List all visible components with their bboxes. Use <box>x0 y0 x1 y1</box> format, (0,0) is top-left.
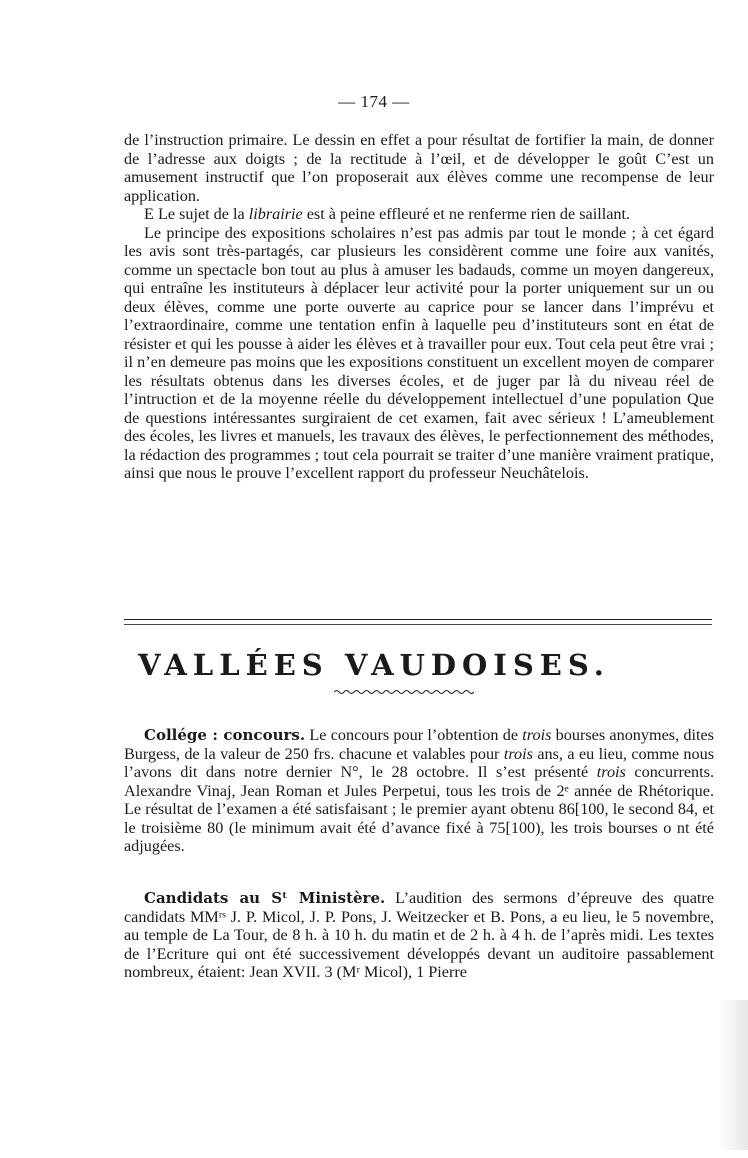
paragraph-expositions: Le principe des expositions scholaires n’est pas admis par tout le monde ; à cet égard les avis sont très-partagés, car plusieurs les considèrent comme une foire aux vanités, comme un spectacle bon tout au plus à amuser les badauds, comme un moyen dangereux, qui entraîne les instituteurs à déplacer leur activité pour la porter uniquement sur un ou deux élèves, comme une porte ouverte au caprice pour se lancer dans l’imprévu et l’extraordinaire, comme une tentation enfin à laquelle peu d’instituteurs sont en état de résister et qui les pousse à aider les élèves et à travailler pour eux. Tout cela peut être vrai ; il n’en demeure pas moins que les expositions constituent un excellent moyen de comparer les résultats obtenus dans les diverses écoles, et de juger par là du niveau réel de l’intruction et de la moyenne réelle du développement intellectuel d’une population Que de questions intéressantes surgiraient de cet examen, fait avec sérieux ! L’ameublement des écoles, les livres et manuels, les travaux des élèves, le perfectionnement des méthodes, la rédaction des programmes ; tout cela pourrait se traiter d’une manière vraiment pratique, ainsi que nous le prouve l’excellent rapport du professeur Neuchâtelois. <box>124 223 714 482</box>
candidats-heading: Candidats au Sᵗ Ministère. <box>144 889 386 907</box>
section-divider <box>124 619 712 625</box>
page-number: — 174 — <box>338 92 410 111</box>
paragraph-dessin: de l’instruction primaire. Le dessin en effet a pour résultat de fortifier la main, de donner de l’adresse aux doigts ; de la rectitude à l’œil, et de développer le goût C’est un amusement instructif que l’on proposerait aux élèves comme une recompense de leur application. <box>124 131 714 205</box>
section-title: VALLÉES VAUDOISES. <box>138 648 610 682</box>
college-section <box>124 726 714 856</box>
paragraph-librairie: E Le sujet de la librairie est à peine effleuré et ne renferme rien de saillant. <box>144 205 631 223</box>
paragraph-letter: E <box>144 205 154 223</box>
paragraph-candidats: Candidats au Sᵗ Ministère. L’audition des sermons d’épreuve des quatre candidats MMʳˢ J. P. Micol, J. P. Pons, J. Weitzecker et B. Pons, a eu lieu, le 5 novembre, au temple de La Tour, de 8 h. à 10 h. du matin et de 2 h. à 4 h. de l’après midi. Les textes de l’Ecriture qui ont été successivement développés devant un auditoire passablement nombreux, étaient: Jean XVII. 3 (Mʳ Micol), 1 Pierre <box>124 889 715 981</box>
top-text-block <box>124 131 714 483</box>
candidats-section <box>124 889 714 982</box>
scan-edge-shadow <box>718 1000 748 1150</box>
italic-librairie: librairie <box>248 205 303 223</box>
college-heading: Collége : concours. <box>144 726 306 744</box>
ornamental-wavy-rule <box>334 688 474 696</box>
paragraph-college: Collége : concours. Le concours pour l’obtention de trois bourses anonymes, dites Burgess, de la valeur de 250 frs. chacune et valables pour trois ans, a eu lieu, comme nous l’avons dit dans notre dernier N°, le 28 octobre. Il s’est présenté trois concurrents. Alexandre Vinaj, Jean Roman et Jules Perpetui, tous les trois de 2ᵉ année de Rhétorique. Le résultat de l’examen a été satisfaisant ; le premier ayant obtenu 86[100, le second 84, et le troisième 80 (le minimum avait été d’avance fixé à 75[100), les trois bourses o nt été adjugées. <box>124 726 715 855</box>
